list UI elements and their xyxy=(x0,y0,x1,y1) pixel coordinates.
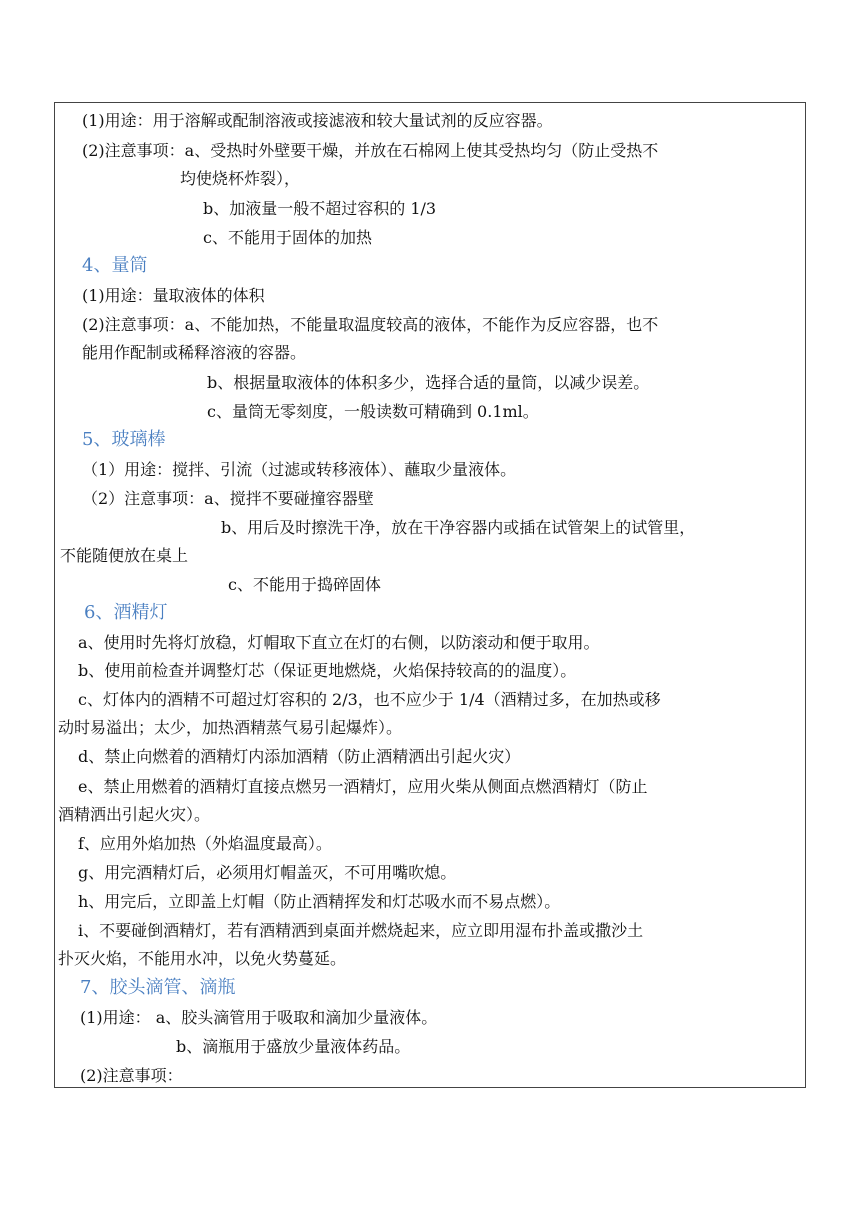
rod-notes-c: c、不能用于捣碎固体 xyxy=(228,575,381,594)
lamp-item-i: i、不要碰倒酒精灯，若有酒精洒到桌面并燃烧起来，应立即用湿布扑盖或撒沙土 xyxy=(78,921,644,940)
beaker-notes-a-cont: 均使烧杯炸裂）， xyxy=(180,169,301,188)
lamp-item-b: b、使用前检查并调整灯芯（保证更地燃烧，火焰保持较高的的温度）。 xyxy=(78,661,577,680)
beaker-notes-a: (2)注意事项：a、受热时外壁要干燥，并放在石棉网上使其受热均匀（防止受热不 xyxy=(82,141,659,160)
lamp-item-e: e、禁止用燃着的酒精灯直接点燃另一酒精灯，应用火柴从侧面点燃酒精灯（防止 xyxy=(78,777,648,796)
cylinder-notes-b: b、根据量取液体的体积多少，选择合适的量筒，以减少误差。 xyxy=(207,373,650,392)
lamp-item-g: g、用完酒精灯后，必须用灯帽盖灭，不可用嘴吹熄。 xyxy=(78,863,457,882)
lamp-item-a: a、使用时先将灯放稳，灯帽取下直立在灯的右侧，以防滚动和便于取用。 xyxy=(78,633,600,652)
beaker-notes-c: c、不能用于固体的加热 xyxy=(203,228,372,247)
lamp-item-c: c、灯体内的酒精不可超过灯容积的 2/3，也不应少于 1/4（酒精过多，在加热或移 xyxy=(78,690,661,709)
rod-notes-b: b、用后及时擦洗干净，放在干净容器内或插在试管架上的试管里， xyxy=(221,518,696,537)
cylinder-notes-a: (2)注意事项：a、不能加热，不能量取温度较高的液体，不能作为反应容器，也不 xyxy=(82,315,659,334)
lamp-item-i-cont: 扑灭火焰，不能用水冲，以免火势蔓延。 xyxy=(58,949,347,968)
section-heading-dropper: 7、胶头滴管、滴瓶 xyxy=(80,977,236,998)
section-heading-cylinder: 4、量筒 xyxy=(82,255,148,276)
lamp-item-e-cont: 酒精洒出引起火灾）。 xyxy=(58,805,211,824)
cylinder-notes-a-cont: 能用作配制或稀释溶液的容器。 xyxy=(82,343,307,362)
section-heading-rod: 5、玻璃棒 xyxy=(82,429,166,450)
lamp-item-c-cont: 动时易溢出；太少，加热酒精蒸气易引起爆炸）。 xyxy=(58,718,403,737)
rod-notes-b-cont: 不能随便放在桌上 xyxy=(60,546,189,565)
cylinder-use: (1)用途：量取液体的体积 xyxy=(82,286,265,305)
beaker-notes-b: b、加液量一般不超过容积的 1/3 xyxy=(203,199,437,218)
beaker-use: (1)用途：用于溶解或配制溶液或接滤液和较大量试剂的反应容器。 xyxy=(82,111,553,130)
rod-notes-a: （2）注意事项：a、搅拌不要碰撞容器壁 xyxy=(82,489,374,508)
cylinder-notes-c: c、量筒无零刻度，一般读数可精确到 0.1ml。 xyxy=(207,402,539,421)
section-heading-lamp: 6、酒精灯 xyxy=(84,602,168,623)
lamp-item-f: f、应用外焰加热（外焰温度最高）。 xyxy=(78,834,332,853)
dropper-use-b: b、滴瓶用于盛放少量液体药品。 xyxy=(176,1037,411,1056)
rod-use: （1）用途：搅拌、引流（过滤或转移液体）、蘸取少量液体。 xyxy=(82,460,517,479)
lamp-item-d: d、禁止向燃着的酒精灯内添加酒精（防止酒精洒出引起火灾） xyxy=(78,747,521,766)
lamp-item-h: h、用完后，立即盖上灯帽（防止酒精挥发和灯芯吸水而不易点燃）。 xyxy=(78,892,561,911)
dropper-use-a: (1)用途： a、胶头滴管用于吸取和滴加少量液体。 xyxy=(80,1008,438,1027)
dropper-notes: (2)注意事项： xyxy=(80,1066,183,1085)
